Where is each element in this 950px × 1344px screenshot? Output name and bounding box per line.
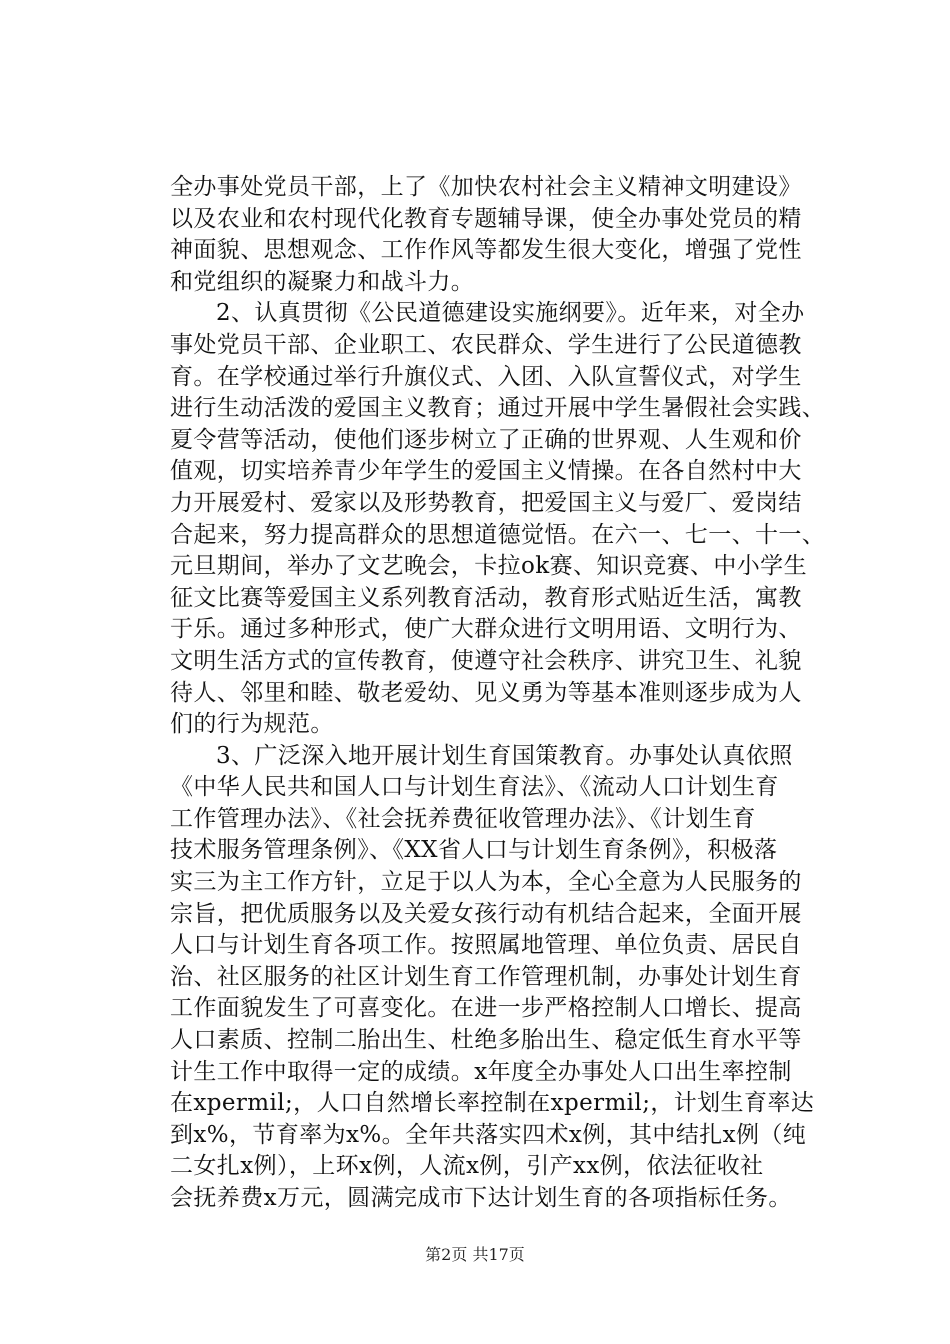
text-line: 待人、邻里和睦、敬老爱幼、见义勇为等基本准则逐步成为人 — [170, 679, 802, 706]
text-line: 人口与计划生育各项工作。按照属地管理、单位负责、居民自 — [170, 932, 802, 959]
text-line: 征文比赛等爱国主义系列教育活动，教育形式贴近生活，寓教 — [170, 584, 802, 611]
text-line: 会抚养费x万元，圆满完成市下达计划生育的各项指标任务。 — [170, 1185, 792, 1211]
text-line: 治、社区服务的社区计划生育工作管理机制，办事处计划生育 — [170, 963, 802, 990]
text-line: 们的行为规范。 — [170, 711, 334, 738]
text-line: 在xpermil;，人口自然增长率控制在xpermil;，计划生育率达 — [170, 1090, 815, 1117]
text-line: 育。在学校通过举行升旗仪式、入团、入队宣誓仪式，对学生 — [170, 363, 802, 390]
text-line: 工作面貌发生了可喜变化。在进一步严格控制人口增长、提高 — [170, 995, 802, 1022]
paragraph-2-start: 2、认真贯彻《公民道德建设实施纲要》。近年来，对全办 — [216, 300, 805, 327]
text-line: 人口素质、控制二胎出生、杜绝多胎出生、稳定低生育水平等 — [170, 1027, 802, 1054]
text-line: 值观，切实培养青少年学生的爱国主义情操。在各自然村中大 — [170, 458, 802, 485]
text-line: 宗旨，把优质服务以及关爱女孩行动有机结合起来，全面开展 — [170, 900, 802, 927]
text-line: 《中华人民共和国人口与计划生育法》、《流动人口计划生育 — [170, 774, 779, 801]
text-line: 计生工作中取得一定的成绩。x年度全办事处人口出生率控制 — [170, 1058, 792, 1085]
text-line: 元旦期间，举办了文艺晚会，卡拉ok赛、知识竞赛、中小学生 — [170, 553, 807, 580]
text-line: 于乐。通过多种形式，使广大群众进行文明用语、文明行为、 — [170, 616, 802, 643]
text-line: 工作管理办法》、《社会抚养费征收管理办法》、《计划生育 — [170, 805, 756, 832]
text-line: 以及农业和农村现代化教育专题辅导课，使全办事处党员的精 — [170, 205, 802, 232]
paragraph-3-start: 3、广泛深入地开展计划生育国策教育。办事处认真依照 — [216, 742, 793, 769]
text-line: 文明生活方式的宣传教育，使遵守社会秩序、讲究卫生、礼貌 — [170, 647, 802, 674]
page-number-footer: 第2页 共17页 — [425, 1245, 525, 1264]
text-line: 神面貌、思想观念、工作作风等都发生很大变化，增强了党性 — [170, 237, 802, 264]
text-line: 力开展爱村、爱家以及形势教育，把爱国主义与爱厂、爱岗结 — [170, 489, 802, 516]
body-text — [170, 172, 830, 1215]
text-line: 实三为主工作方针，立足于以人为本，全心全意为人民服务的 — [170, 869, 802, 896]
text-line: 事处党员干部、企业职工、农民群众、学生进行了公民道德教 — [170, 331, 802, 358]
text-line: 到x%，节育率为x%。全年共落实四术x例，其中结扎x例（纯 — [170, 1121, 807, 1148]
text-line: 技术服务管理条例》、《XX省人口与计划生育条例》，积极落 — [170, 837, 778, 864]
text-line: 和党组织的凝聚力和战斗力。 — [170, 268, 475, 295]
text-line: 合起来，努力提高群众的思想道德觉悟。在六一、七一、十一、 — [170, 521, 826, 548]
text-line: 全办事处党员干部，上了《加快农村社会主义精神文明建设》 — [170, 174, 802, 200]
text-line: 进行生动活泼的爱国主义教育；通过开展中学生暑假社会实践、 — [170, 395, 826, 422]
text-line: 二女扎x例），上环x例，人流x例，引产xx例，依法征收社 — [170, 1153, 764, 1180]
text-line: 夏令营等活动，使他们逐步树立了正确的世界观、人生观和价 — [170, 426, 802, 453]
